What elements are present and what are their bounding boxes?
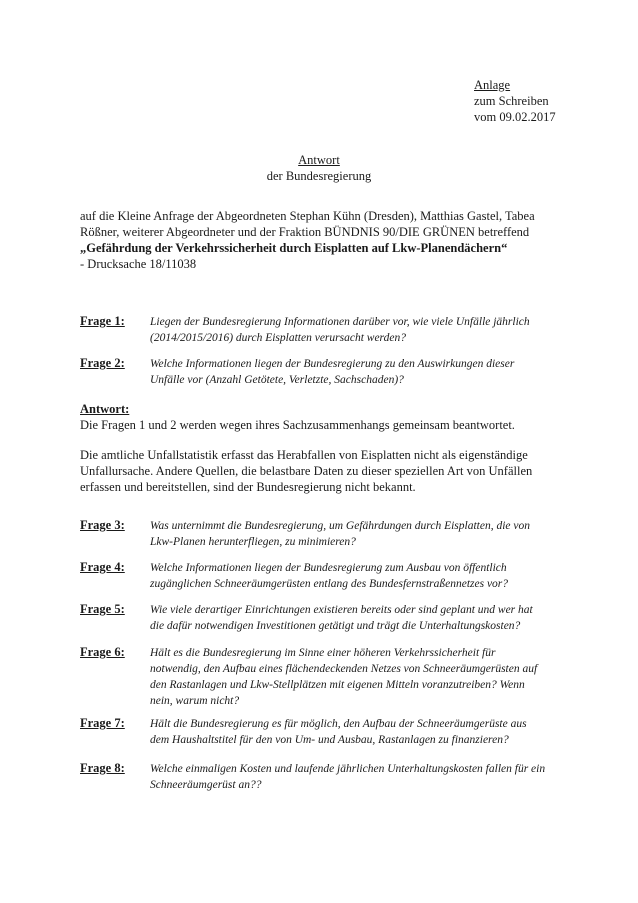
question-label: Frage 2: (80, 356, 125, 370)
attachment-line-2: zum Schreiben (474, 94, 549, 108)
question-line: die dafür notwendigen Investitionen getätigt und trägt die Unterhaltungskosten? (150, 620, 521, 632)
attachment-note (474, 77, 556, 125)
question-line: Hält die Bundesregierung es für möglich, den Aufbau der Schneeräumgerüste aus (150, 718, 527, 730)
question-label: Frage 7: (80, 716, 125, 730)
question-label: Frage 6: (80, 645, 125, 659)
answer-line: erfassen und bereitstellen, sind der Bundesregierung nicht bekannt. (80, 480, 416, 494)
question-label: Frage 3: (80, 518, 125, 532)
question-line: Wie viele derartiger Einrichtungen existieren bereits oder sind geplant und wer hat (150, 604, 533, 616)
question-line: (2014/2015/2016) durch Eisplatten verursacht werden? (150, 332, 406, 344)
question-label: Frage 8: (80, 761, 125, 775)
intro-subject: „Gefährdung der Verkehrssicherheit durch Eisplatten auf Lkw-Planendächern“ (80, 241, 508, 255)
question-line: Was unternimmt die Bundesregierung, um Gefährdungen durch Eisplatten, die von (150, 520, 530, 532)
answer-paragraph-2 (80, 447, 580, 495)
question-line: Welche Informationen liegen der Bundesregierung zum Ausbau von öffentlich (150, 562, 507, 574)
intro-paragraph (80, 208, 580, 272)
question-text (150, 645, 560, 709)
heading-title: Antwort (298, 153, 340, 167)
question-line: nein, warum nicht? (150, 695, 240, 707)
question-label: Frage 1: (80, 314, 125, 328)
question-line: Lkw-Planen herunterfliegen, zu minimieren? (150, 536, 356, 548)
question-line: notwendig, den Aufbau eines flächendeckenden Netzes von Schneeräumgerüsten auf (150, 663, 538, 675)
question-line: zugänglichen Schneeräumgerüsten entlang des Bundesfernstraßennetzes vor? (150, 578, 509, 590)
question-line: dem Haushaltstitel für den von Um- und Ausbau, Rastanlagen zu finanzieren? (150, 734, 509, 746)
question-line: Schneeräumgerüst an?? (150, 779, 262, 791)
question-line: Welche einmaligen Kosten und laufende jährlichen Unterhaltungskosten fallen für ein (150, 763, 546, 775)
attachment-date: vom 09.02.2017 (474, 110, 556, 124)
heading-subtitle: der Bundesregierung (266, 169, 372, 183)
answer-line: Die amtliche Unfallstatistik erfasst das Herabfallen von Eisplatten nicht als eigenständige (80, 448, 528, 462)
question-text (150, 602, 560, 634)
answer-line: Unfallursache. Andere Quellen, die belastbare Daten zu dieser speziellen Art von Unfällen (80, 464, 533, 478)
intro-line: auf die Kleine Anfrage der Abgeordneten Stephan Kühn (Dresden), Matthias Gastel, Tabea (80, 209, 535, 223)
answer-label: Antwort: (80, 402, 130, 416)
question-line: Welche Informationen liegen der Bundesregierung zu den Auswirkungen dieser (150, 358, 515, 370)
answer-section (80, 401, 580, 495)
question-text (150, 314, 560, 346)
attachment-title: Anlage (474, 78, 511, 92)
answer-paragraph-1: Die Fragen 1 und 2 werden wegen ihres Sachzusammenhangs gemeinsam beantwortet. (80, 418, 515, 432)
question-text (150, 518, 560, 550)
intro-line: Rößner, weiterer Abgeordneter und der Fraktion BÜNDNIS 90/DIE GRÜNEN betreffend (80, 225, 530, 239)
document-heading (0, 152, 638, 184)
question-label: Frage 5: (80, 602, 125, 616)
question-text (150, 761, 560, 793)
question-line: Unfälle vor (Anzahl Getötete, Verletzte, Sachschaden)? (150, 374, 404, 386)
question-text (150, 560, 560, 592)
question-text (150, 716, 560, 748)
question-line: Hält es die Bundesregierung im Sinne einer höheren Verkehrssicherheit für (150, 647, 496, 659)
question-text (150, 356, 560, 388)
intro-reference: - Drucksache 18/11038 (80, 257, 197, 271)
question-label: Frage 4: (80, 560, 125, 574)
question-line: den Rastanlagen und Lkw-Stellplätzen mit eigenen Mitteln voranzutreiben? Wenn (150, 679, 525, 691)
question-line: Liegen der Bundesregierung Informationen darüber vor, wie viele Unfälle jährlich (150, 316, 530, 328)
